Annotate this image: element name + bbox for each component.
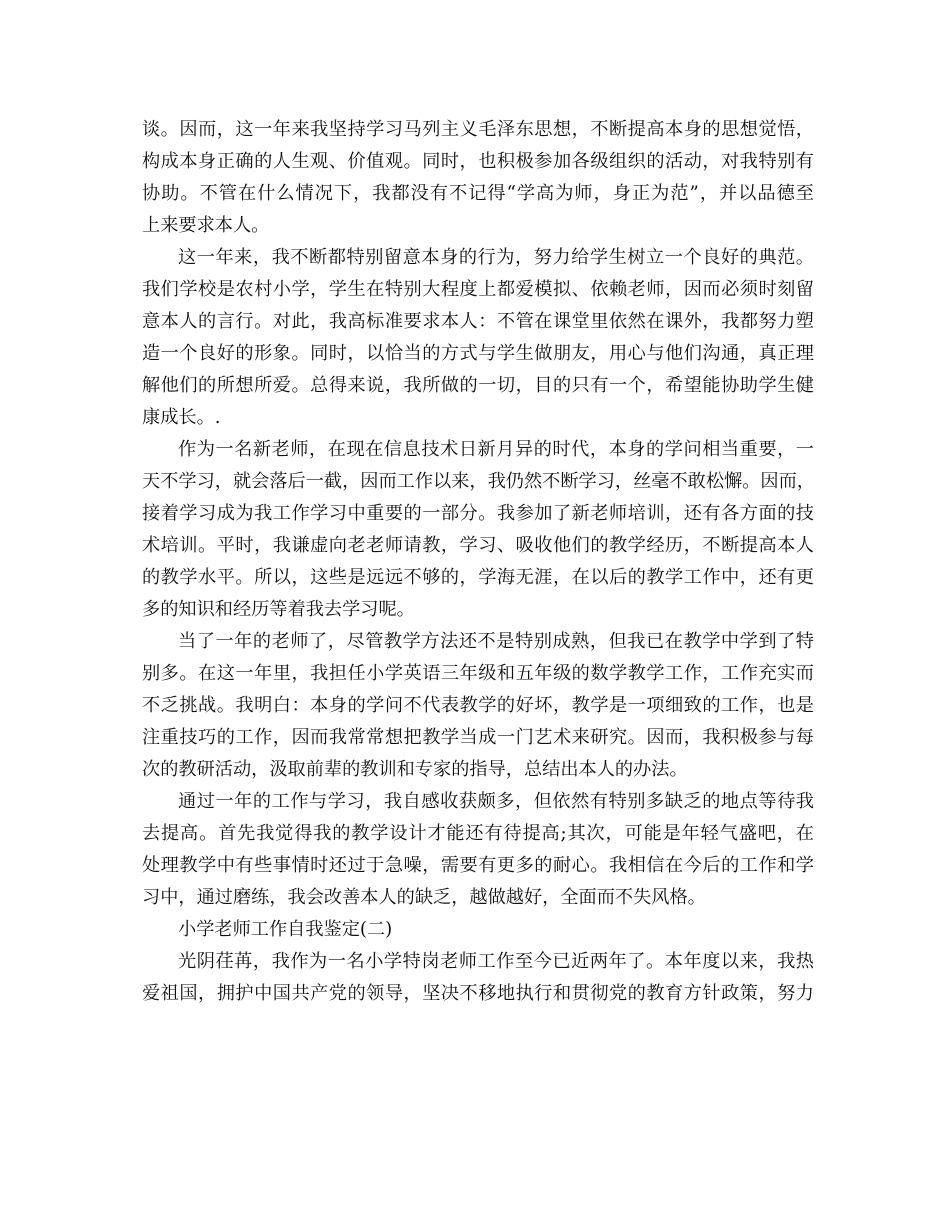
text-line: 光阴荏苒，我作为一名小学特岗老师工作至今已近两年了。本年度以来，我热 — [178, 951, 814, 972]
text-line: 协助。不管在什么情况下，我都没有不记得“学高为师，身正为范”，并以品德至 — [142, 183, 814, 204]
text-line: 意本人的言行。对此，我高标准要求本人：不管在课堂里依然在课外，我都努力塑 — [142, 311, 814, 332]
text-line: 我们学校是农村小学，学生在特别大程度上都爱模拟、依赖老师，因而必须时刻留 — [142, 279, 814, 300]
text-line: 造一个良好的形象。同时，以恰当的方式与学生做朋友，用心与他们沟通，真正理 — [142, 343, 814, 364]
text-line: 处理教学中有些事情时还过于急噪，需要有更多的耐心。我相信在今后的工作和学 — [142, 855, 814, 876]
text-line: 当了一年的老师了，尽管教学方法还不是特别成熟，但我已在教学中学到了特 — [178, 631, 814, 652]
text-line: 不乏挑战。我明白：本身的学问不代表教学的好坏，教学是一项细致的工作，也是 — [142, 695, 814, 716]
text-line: 术培训。平时，我谦虚向老老师请教，学习、吸收他们的教学经历，不断提高本人 — [142, 535, 814, 556]
text-line: 上来要求本人。 — [142, 215, 270, 236]
text-line: 天不学习，就会落后一截，因而工作以来，我仍然不断学习，丝毫不敢松懈。因而， — [142, 471, 815, 492]
text-line: 多的知识和经历等着我去学习呢。 — [142, 599, 415, 620]
text-line: 构成本身正确的人生观、价值观。同时，也积极参加各级组织的活动，对我特别有 — [142, 151, 814, 172]
text-line: 解他们的所想所爱。总得来说，我所做的一切，目的只有一个，希望能协助学生健 — [142, 375, 814, 396]
text-line: 别多。在这一年里，我担任小学英语三年级和五年级的数学教学工作，工作充实而 — [142, 663, 814, 684]
text-line: 通过一年的工作与学习，我自感收获颇多，但依然有特别多缺乏的地点等待我 — [178, 791, 814, 812]
text-line: 习中，通过磨练，我会改善本人的缺乏，越做越好，全面而不失风格。 — [142, 887, 706, 908]
text-line: 作为一名新老师，在现在信息技术日新月异的时代，本身的学问相当重要，一 — [178, 439, 814, 460]
text-line: 接着学习成为我工作学习中重要的一部分。我参加了新老师培训，还有各方面的技 — [142, 503, 814, 524]
section-heading: 小学老师工作自我鉴定(二) — [178, 919, 393, 940]
text-line: 这一年来，我不断都特别留意本身的行为，努力给学生树立一个良好的典范。 — [178, 247, 814, 268]
text-line: 注重技巧的工作，因而我常常想把教学当成一门艺术来研究。因而，我积极参与每 — [142, 727, 814, 748]
text-line: 爱祖国，拥护中国共产党的领导，坚决不移地执行和贯彻党的教育方针政策，努力 — [142, 983, 814, 1004]
text-line: 去提高。首先我觉得我的教学设计才能还有待提高;其次，可能是年轻气盛吧，在 — [142, 823, 814, 844]
document-body — [142, 114, 814, 1010]
text-line: 次的教研活动，汲取前辈的教训和专家的指导，总结出本人的办法。 — [142, 759, 688, 780]
text-line: 的教学水平。所以，这些是远远不够的，学海无涯，在以后的教学工作中，还有更 — [142, 567, 814, 588]
text-line: 谈。因而，这一年来我坚持学习马列主义毛泽东思想，不断提高本身的思想觉悟， — [142, 119, 814, 140]
text-line: 康成长。. — [142, 407, 221, 428]
